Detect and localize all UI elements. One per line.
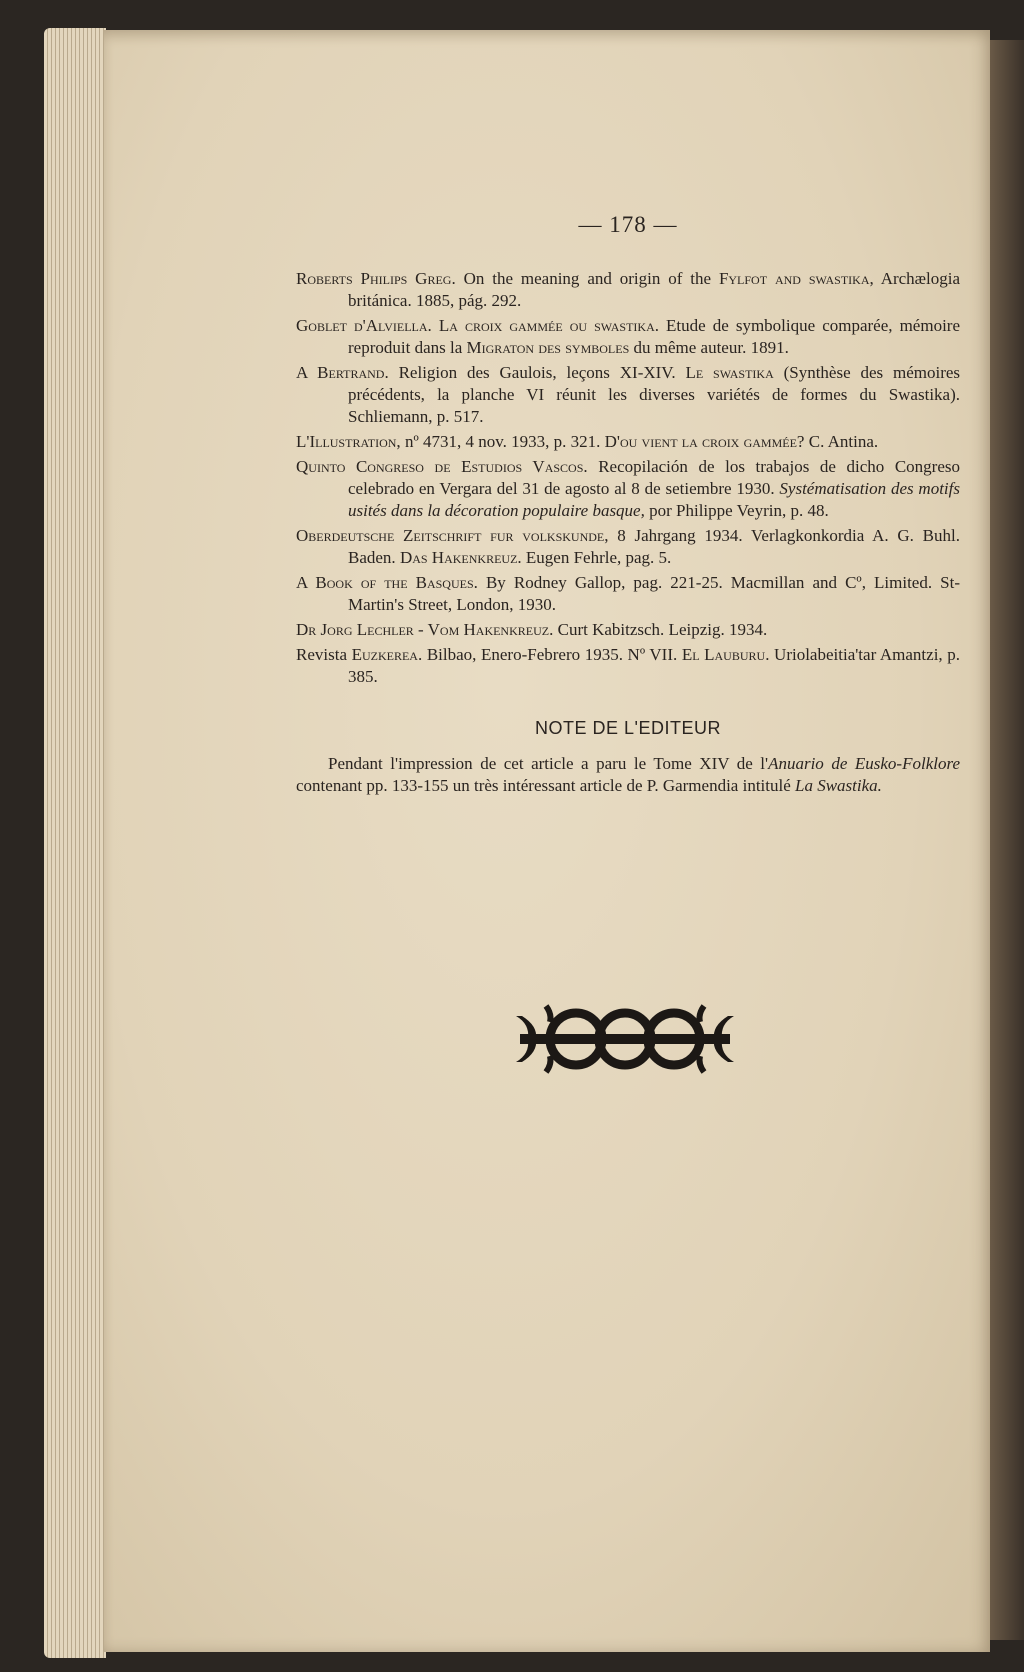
entry-title: D'ou vient la croix gammée?	[604, 432, 805, 451]
entry-rest: Uriolabeitia'tar Amantzi, p. 385.	[348, 645, 961, 686]
note-text: Pendant l'impression de cet article a paru le Tome XIV de l'	[328, 754, 769, 773]
note-text: contenant pp. 133-155 un très intéressant article de P. Garmendia intitulé	[296, 776, 791, 795]
entry-text: nº 4731, 4 nov. 1933, p. 321.	[404, 432, 601, 451]
decorative-ornament-icon	[512, 996, 738, 1082]
entry-text: Recopilación de los trabajos de dicho Congreso celebrado en Vergara del 31 de agosto al 8 de setiembre 1930.	[348, 457, 960, 498]
note-italic-title: Anuario de Eusko-Folklore	[768, 754, 960, 773]
entry-text: By Rodney Gallop, pag. 221-25. Macmillan and Cº, Limited. St-Martin's Street, London, 1930.	[348, 573, 961, 614]
note-italic-title: La Swastika.	[795, 776, 882, 795]
book-cover-edge	[990, 40, 1024, 1640]
entry-title: Das Hakenkreuz.	[399, 548, 522, 567]
entry-author: Goblet d'Alviella.	[296, 316, 432, 335]
entry-author: Revista	[296, 645, 347, 664]
entry-rest: Eugen Fehrle, pag. 5.	[525, 548, 672, 567]
page-number: — 178 —	[578, 212, 678, 237]
bibliography-entry	[296, 456, 960, 522]
entry-title: Euzkerea.	[351, 645, 423, 664]
note-body	[296, 753, 960, 797]
bibliography-entry	[296, 525, 960, 569]
entry-rest: (Synthèse des mémoires précédents, la planche VI réunit les diverses variétés de formes du Swastika). Schliemann, p. 517.	[348, 363, 961, 426]
bibliography-entry	[296, 572, 960, 616]
entry-text: Religion des Gaulois, leçons XI-XIV.	[398, 363, 676, 382]
entry-rest: du même auteur. 1891.	[633, 338, 789, 357]
entry-italic-title: Systématisation des motifs usités dans la décoration populaire basque,	[348, 479, 960, 520]
entry-text: 8 Jahrgang 1934. Verlagkonkordia A. G. Buhl. Baden.	[348, 526, 960, 567]
entry-author: Oberdeutsche Zeitschrift fur volkskunde,	[296, 526, 609, 545]
entry-title: Fylfot and swastika,	[718, 269, 874, 288]
bibliography-entry	[296, 362, 960, 428]
entry-text: Bilbao, Enero-Febrero 1935. Nº VII.	[426, 645, 678, 664]
entry-author: Roberts Philips Greg.	[296, 269, 456, 288]
bibliography-entry	[296, 644, 960, 688]
entry-rest: por Philippe Veyrin, p. 48.	[649, 501, 829, 520]
bibliography-entry	[296, 315, 960, 359]
entry-author: L'Illustration,	[296, 432, 401, 451]
note-title: NOTE DE L'EDITEUR	[535, 718, 721, 738]
bibliography-entry	[296, 431, 960, 453]
entry-author: Quinto Congreso de Estudios Vascos.	[296, 457, 588, 476]
entry-title: El Lauburu.	[681, 645, 770, 664]
entry-rest: C. Antina.	[808, 432, 879, 451]
entry-author: Dr Jorg Lechler - Vom Hakenkreuz.	[296, 620, 554, 639]
entry-rest: Archælogia británica. 1885, pág. 292.	[348, 269, 961, 310]
bibliography-entry	[296, 619, 960, 641]
entry-author: A Bertrand.	[296, 363, 389, 382]
entry-title: Le swastika	[685, 363, 774, 382]
page-edges	[44, 28, 106, 1658]
entry-title: Migraton des symboles	[466, 338, 630, 357]
entry-author: A Book of the Basques.	[296, 573, 478, 592]
entry-text: On the meaning and origin of the	[463, 269, 712, 288]
entry-text: Curt Kabitzsch. Leipzig. 1934.	[557, 620, 768, 639]
page-text	[296, 212, 960, 797]
entry-text: Etude de symbolique comparée, mémoire reproduit dans la	[348, 316, 960, 357]
entry-title: La croix gammée ou swastika.	[438, 316, 659, 335]
bibliography-entry	[296, 268, 960, 312]
